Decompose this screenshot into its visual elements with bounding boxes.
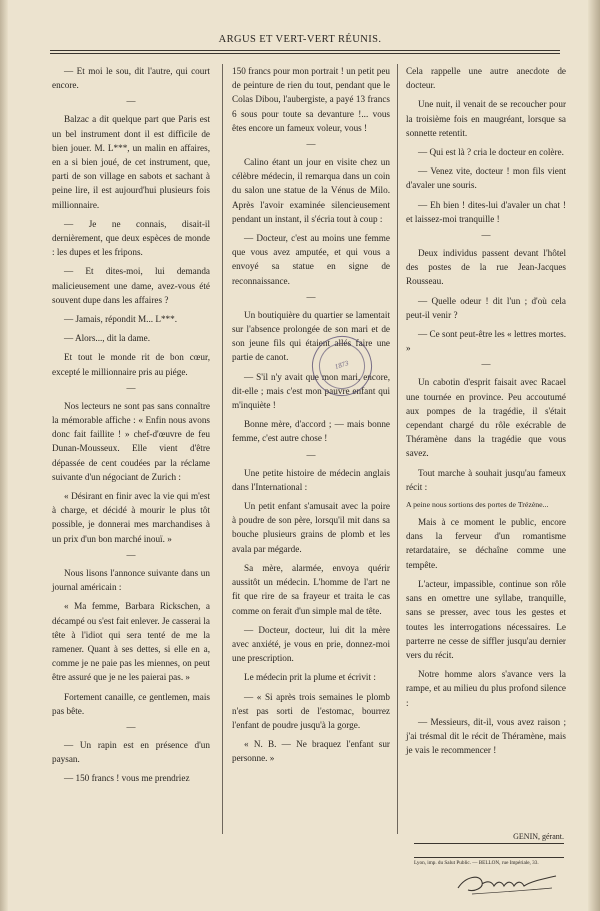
column-divider [397, 64, 398, 834]
paragraph: — Quelle odeur ! dit l'un ; d'où cela peut-il venir ? [406, 295, 566, 320]
paragraph: — Messieurs, dit-il, vous avez raison ; j'ai trésmal dit le récit de Théramène, mais je vais le recommencer ! [406, 716, 566, 756]
paragraph: Calino étant un jour en visite chez un célèbre médecin, il remarqua dans un coin du salon une statue de la Vénus de Milo. Après l'avoir examinée silencieusement pendant un instant, il s'écria tout à coup : [232, 157, 390, 224]
page-header: ARGUS ET VERT-VERT RÉUNIS. [218, 34, 382, 45]
paragraph: Une nuit, il venait de se recoucher pour la troisième fois en maugréant, lorsque sa sonnette retentit. [406, 99, 566, 138]
paragraph: — Qui est là ? cria le docteur en colère. [418, 147, 564, 158]
paragraph: Sa mère, alarmée, envoya quérir aussitôt un médecin. L'homme de l'art ne fit que rire de sa frayeur et traita le cas comme on ferait d'un simple mal de tête. [232, 562, 390, 616]
paragraph: 150 francs pour mon portrait ! un petit peu de peinture de rien du tout, pendant que le Colas Dibou, l'aubergiste, a payé 13 francs 6 sous pour toute sa devanture !... vous êtes encore un fameux voleur, vous ! [232, 66, 390, 133]
paragraph: « N. B. — Ne braquez l'enfant sur personne. » [232, 739, 390, 764]
paragraph: — 150 francs ! vous me prendriez [64, 773, 190, 784]
paragraph: Deux individus passent devant l'hôtel des postes de la rue Jean-Jacques Rousseau. [406, 248, 566, 287]
paragraph: — Venez vite, docteur ! mon fils vient d'avaler une souris. [406, 166, 566, 191]
paragraph: — Ce sont peut-être les « lettres mortes. » [406, 329, 566, 354]
paragraph: Balzac a dit quelque part que Paris est un bel instrument dont il est difficile de bien jouer. M. L***, un malin en affaires, en a si bien joué, de cet instrument, que, parti de son village en sabots et sachant à peine lire, il est aujourd'hui plusieurs fois millionnaire. [52, 114, 210, 210]
paragraph: Notre homme alors s'avance vers la rampe, et au milieu du plus profond silence : [406, 669, 566, 708]
paragraph: Bonne mère, d'accord ; — mais bonne femme, c'est autre chose ! [232, 419, 390, 444]
paragraph: — Et moi le sou, dit l'autre, qui court encore. [52, 66, 210, 91]
paragraph: Nos lecteurs ne sont pas sans connaître la mémorable affiche : « Enfin nous avons donc fait faillite ! » chef-d'œuvre de feu Dunan-Mousseux. Elle vient d'être dépassée de cent coudées par la réclame suivante d'un négociant de Zurich : [52, 400, 210, 482]
paragraph: Nous lisons l'annonce suivante dans un journal américain : [52, 567, 210, 593]
paragraph: — Jamais, répondit M... L***. [64, 314, 178, 325]
section-separator: — [126, 96, 136, 107]
page-left-edge [0, 0, 8, 911]
header-rule [50, 50, 560, 51]
paragraph: — S'il n'y avait que mon mari, encore, dit-elle ; mais c'est mon pauvre enfant qui m'inquiète ! [232, 371, 390, 411]
header-rule-thin [50, 53, 560, 54]
paragraph: Un petit enfant s'amusait avec la poire à poudre de son père, lorsqu'il mit dans sa bouche plusieurs grains de plomb et les avala par mégarde. [232, 501, 390, 554]
paragraph: Une petite histoire de médecin anglais dans l'International : [232, 467, 390, 492]
paragraph: Mais à ce moment le public, encore dans la ferveur d'un romantisme retardataire, se déchaîne comme une tempête. [406, 517, 566, 570]
footer-rule-2 [414, 857, 564, 858]
paragraph: A peine nous sortions des portes de Trézène... [406, 500, 549, 510]
paragraph: « Désirant en finir avec la vie qui m'est à charge, et décidé à mourir le plus tôt possible, je donnerai mes marchandises à un prix d'un bon marché inouï. » [52, 491, 210, 544]
section-separator: — [306, 139, 316, 150]
paragraph: — Je ne connais, disait-il dernièrement, que deux espèces de monde : les dupes et les fripons. [52, 218, 210, 258]
column-3 [406, 64, 566, 762]
section-separator: — [306, 291, 316, 302]
paragraph: Fortement canaille, ce gentlemen, mais pas bête. [52, 691, 210, 716]
column-1 [52, 64, 210, 791]
paragraph: — Alors..., dit la dame. [64, 333, 150, 344]
paragraph: Un cabotin d'esprit faisait avec Racael une tournée en province. Peu accoutumé aux pompes de la tragédie, il s'était cependant chargé du rôle exécrable de Théramène dans la tragédie que vous savez. [406, 377, 566, 459]
paragraph: « Ma femme, Barbara Rickschen, a décampé ou s'est fait enlever. Je casserai la tête à l'idiot qui sera tenté de me la ramener. Quant à ses dettes, si elle en a, comme je ne paie pas les miennes, on peut être assuré que je ne les paierai pas. » [52, 601, 210, 683]
paragraph: — Et dites-moi, lui demanda malicieusement une dame, avez-vous été souvent dupe dans les affaires ? [52, 266, 210, 305]
section-separator: — [126, 382, 136, 393]
paragraph: Et tout le monde rit de bon cœur, excepté le millionnaire pris au piége. [52, 352, 210, 377]
column-2 [232, 64, 390, 771]
footer-rule [414, 843, 564, 844]
paragraph: L'acteur, impassible, continue son rôle sans en omettre une syllabe, tranquille, sans se presser, avec tous les gestes et toutes les interrogations nécessaires. Le parterre ne cesse de siffler jusqu'au dernier vers du récit. [406, 578, 566, 660]
paragraph: — Docteur, docteur, lui dit la mère avec anxiété, je vous en prie, donnez-moi une prescription. [232, 624, 390, 664]
section-separator: — [126, 549, 136, 560]
paragraph: Un boutiquière du quartier se lamentait sur l'absence prolongée de son mari et de son jeune fils qui étaient allés faire une partie de canot. [232, 309, 390, 363]
printer-imprint: Lyon, imp. du Salut Public. — BELLON, rue Impériale, 33. [414, 860, 539, 866]
handwritten-signature [452, 868, 562, 898]
stamp-year: 1873 [333, 359, 350, 372]
gerant-line: GENIN, gérant. [513, 832, 564, 841]
section-separator: — [481, 359, 491, 370]
paragraph: — Docteur, c'est au moins une femme que vous avez amputée, et qui vous a envoyé sa statue en signe de reconnaissance. [232, 233, 390, 286]
section-separator: — [126, 721, 136, 732]
paragraph: Le médecin prit la plume et écrivit : [244, 672, 376, 683]
paragraph: — « Si après trois semaines le plomb n'est pas sorti de l'estomac, bourrez l'enfant de poudre jusqu'à la gorge. [232, 691, 390, 730]
paragraph: — Eh bien ! dites-lui d'avaler un chat ! et laissez-moi tranquille ! [406, 199, 566, 224]
paragraph: Cela rappelle une autre anecdote de docteur. [406, 66, 566, 91]
section-separator: — [481, 230, 491, 241]
paragraph: Tout marche à souhait jusqu'au fameux récit : [406, 467, 566, 492]
page-right-edge [588, 0, 600, 911]
paragraph: — Un rapin est en présence d'un paysan. [52, 739, 210, 765]
column-divider [222, 64, 223, 834]
section-separator: — [306, 449, 316, 460]
